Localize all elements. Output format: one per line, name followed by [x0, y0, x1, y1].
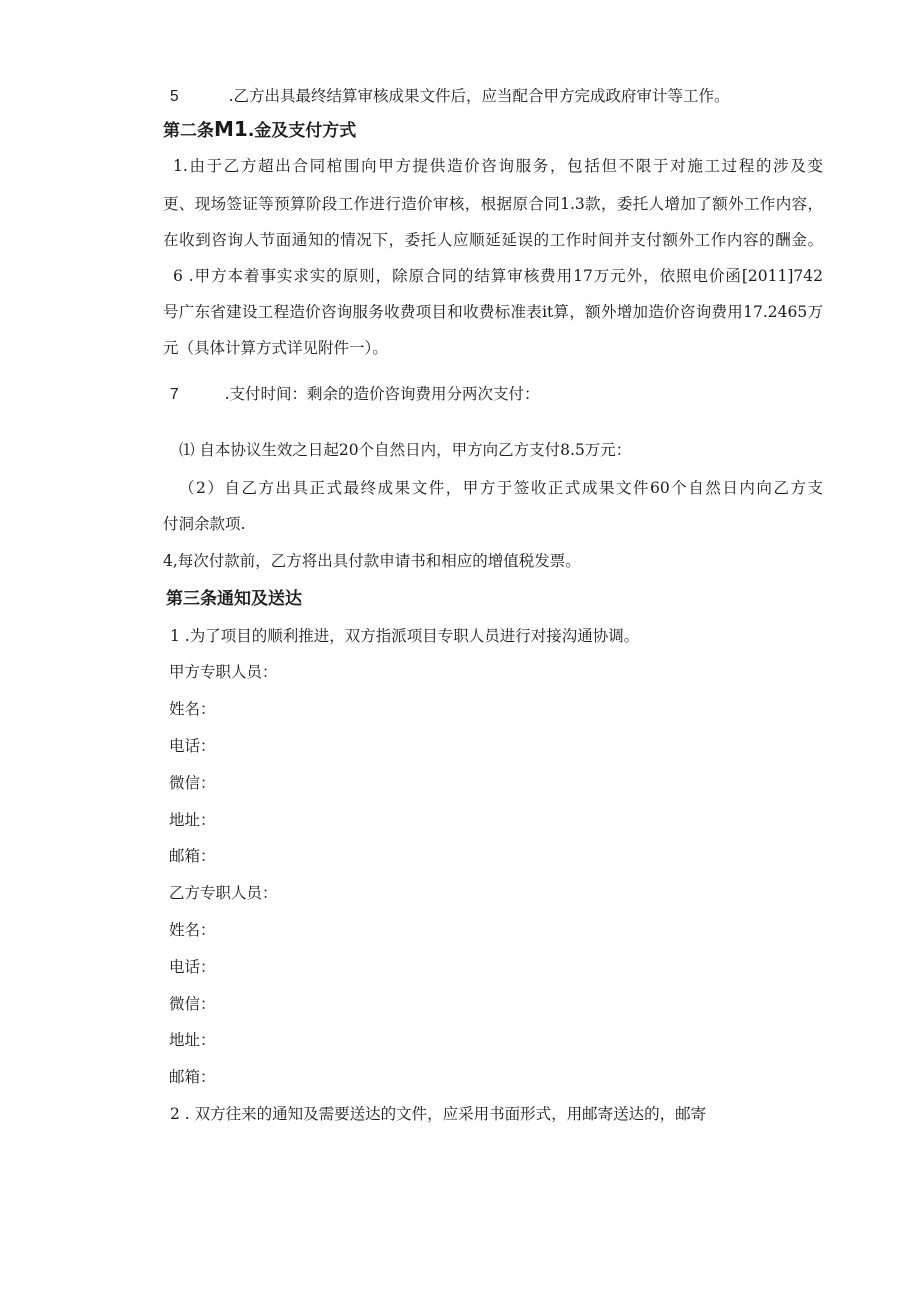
party-a-email-field: 邮箱：	[169, 847, 216, 865]
party-b-phone-field: 电话：	[169, 958, 216, 976]
heading-part: 第二条	[163, 121, 214, 141]
paragraph-line: 6 .甲方本着事实求实的原则，除原合同的结算审核费用17万元外，依照电价函[2011]742	[173, 267, 823, 285]
party-b-email-field: 邮箱：	[169, 1068, 216, 1086]
clause-item-4: 4,每次付款前，乙方将出具付款申请书和相应的增值税发票。	[163, 552, 581, 570]
clause-item-5	[170, 86, 730, 107]
item-number: 7	[170, 386, 179, 403]
heading-part: M1	[214, 117, 248, 141]
party-a-phone-field: 电话：	[169, 737, 216, 755]
clause-item-1: 1 .为了项目的顺利推进，双方指派项目专职人员进行对接沟通协调。	[170, 627, 640, 645]
party-b-wechat-field: 微信：	[169, 995, 216, 1013]
clause-item-2: 2 . 双方往来的通知及需要送达的文件，应采用书面形式，用邮寄送达的，邮寄	[170, 1105, 707, 1123]
party-b-label: 乙方专职人员：	[169, 884, 278, 902]
article-3-heading: 第三条通知及送达	[166, 589, 302, 609]
party-a-wechat-field: 微信：	[169, 774, 216, 792]
heading-part: .金及支付方式	[247, 121, 357, 141]
item-number: 5	[170, 88, 179, 105]
item-text: .支付时间：剩余的造价咨询费用分两次支付：	[224, 385, 540, 403]
party-a-label: 甲方专职人员：	[169, 663, 278, 681]
paragraph-line: 更、现场签证等预算阶段工作进行造价审核，根据原合同1.3款，委托人增加了额外工作内容，	[163, 195, 823, 213]
sub-item-2-line: 付洞余款项.	[163, 515, 246, 533]
party-a-address-field: 地址：	[169, 811, 216, 829]
paragraph-line: 号广东省建设工程造价咨询服务收费项目和收费标准表it算，额外增加造价咨询费用17.2465万	[163, 303, 823, 321]
sub-item-2-line: （2）自乙方出具正式最终成果文件，甲方于签收正式成果文件60个自然日内向乙方支	[179, 479, 823, 497]
paragraph-line: 元（具体计算方式详见附件一）。	[163, 339, 388, 357]
party-b-name-field: 姓名：	[169, 921, 216, 939]
paragraph-line: 1.由于乙方超出合同棺围向甲方提供造价咨询服务，包括但不限于对施工过程的涉及变	[173, 157, 823, 175]
sub-item-1: ⑴ 自本协议生效之日起20个自然日内，甲方向乙方支付8.5万元：	[179, 441, 632, 459]
paragraph-line: 在收到咨询人节面通知的情况下，委托人应顺延延误的工作时间并支付额外工作内容的酬金。	[163, 231, 823, 249]
article-2-heading	[163, 119, 356, 141]
clause-item-7	[170, 384, 540, 405]
item-text: .乙方出具最终结算审核成果文件后，应当配合甲方完成政府审计等工作。	[228, 87, 730, 105]
party-b-address-field: 地址：	[169, 1031, 216, 1049]
party-a-name-field: 姓名：	[169, 700, 216, 718]
